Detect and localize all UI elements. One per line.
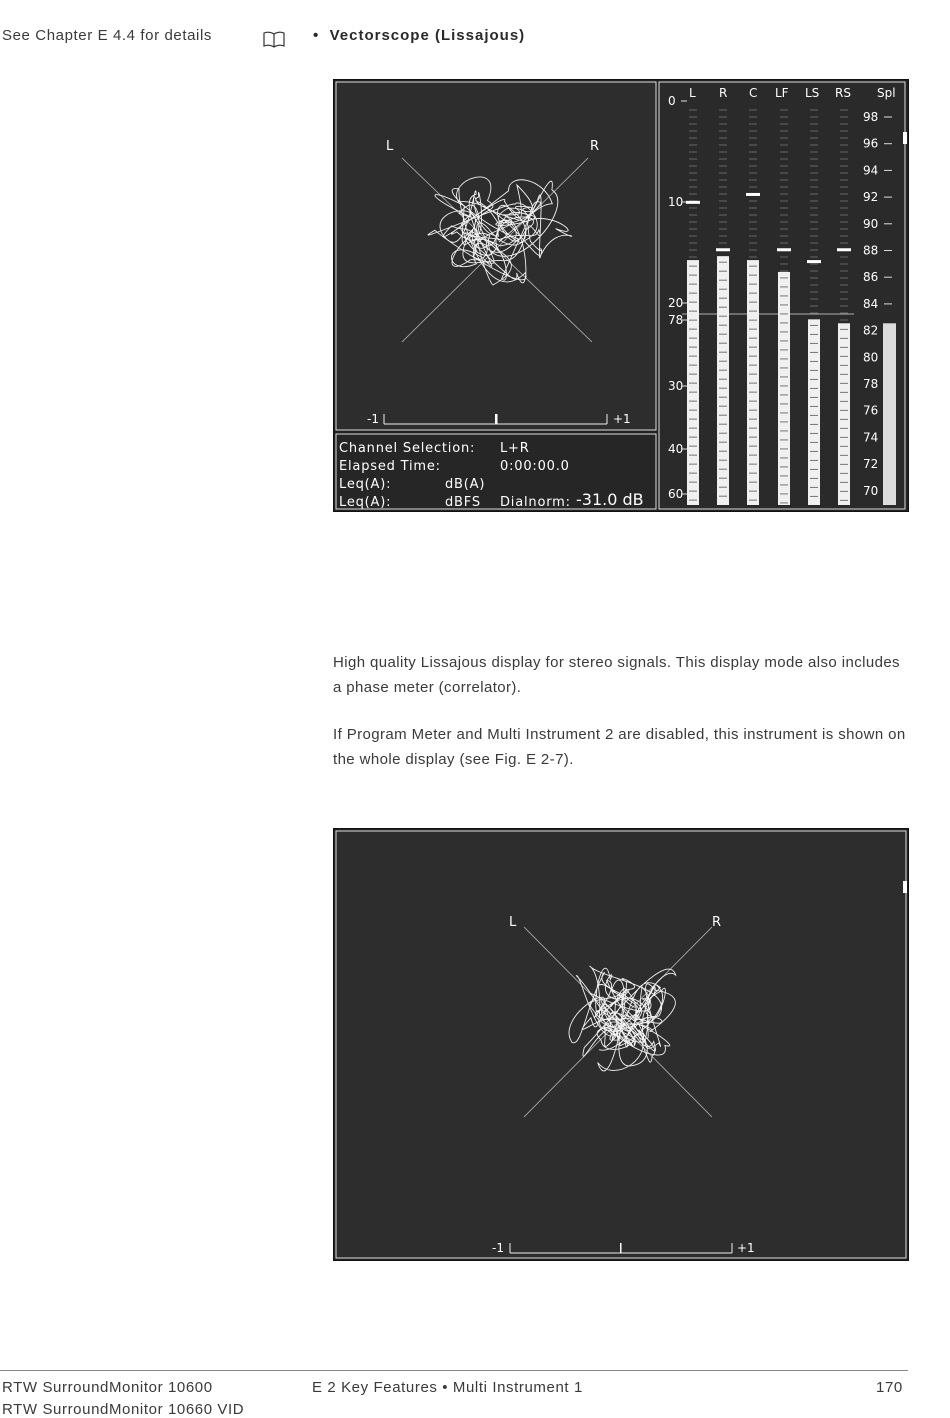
section-heading: • Vectorscope (Lissajous) <box>313 27 526 44</box>
correlator-indicator <box>495 414 498 424</box>
footer-page-number: 170 <box>876 1379 903 1396</box>
meter-channel-label: RS <box>835 86 851 100</box>
figure-multi-instrument-svg <box>334 80 908 511</box>
vector-left-label-2: L <box>509 915 517 930</box>
meter-scale-label: 40 <box>668 442 684 456</box>
spl-scale-label: 90 <box>863 216 879 231</box>
spl-scale-label: 72 <box>863 457 879 472</box>
footer-product-2: RTW SurroundMonitor 10660 VID <box>2 1401 245 1418</box>
leq-fs-label: Leq(A): <box>339 495 392 510</box>
leq-a-label: Leq(A): <box>339 477 392 492</box>
leq-a-unit: dB(A) <box>445 477 486 492</box>
side-note: See Chapter E 4.4 for details <box>2 27 213 44</box>
book-icon <box>262 30 286 48</box>
description-paragraph-1: High quality Lissajous display for stereo signals. This display mode also includes a phase meter (correlator). <box>333 654 900 696</box>
meter-peak-hold <box>807 260 821 263</box>
elapsed-time-value: 0:00:00.0 <box>500 459 570 474</box>
footer-section: E 2 Key Features • Multi Instrument 1 <box>312 1379 583 1396</box>
correlator-plus-label: +1 <box>613 412 631 426</box>
spl-scale-label: 76 <box>863 403 879 418</box>
description-paragraph-2: If Program Meter and Multi Instrument 2 are disabled, this instrument is shown on the whole display (see Fig. E 2-7). <box>333 726 906 768</box>
spl-scale-label: 80 <box>863 350 879 365</box>
correlator-minus-label-2: -1 <box>492 1241 504 1255</box>
figure-full-vectorscope-svg <box>334 829 908 1260</box>
figure-multi-instrument <box>333 79 909 512</box>
meter-scale-label: 0 <box>668 94 676 108</box>
spl-scale-label: 74 <box>863 430 879 445</box>
spl-scale-label: 86 <box>863 270 879 285</box>
meter-channel-label: LF <box>775 86 789 100</box>
meter-channel-label: R <box>719 86 728 100</box>
meter-channel-label: L <box>689 86 696 100</box>
meter-peak-hold <box>686 201 700 204</box>
meter-scale-label: 60 <box>668 487 684 501</box>
meter-bar <box>838 323 850 505</box>
spl-scale-label: 96 <box>863 136 879 151</box>
spl-bar <box>883 323 896 505</box>
meter-bar <box>808 319 820 505</box>
dialnorm-label: Dialnorm: <box>500 495 571 510</box>
meter-bar <box>778 272 790 505</box>
correlator-plus-label-2: +1 <box>737 1241 755 1255</box>
spl-label: Spl <box>877 86 896 100</box>
meter-channel-label: LS <box>805 86 820 100</box>
elapsed-time-label: Elapsed Time: <box>339 459 441 474</box>
meter-peak-hold <box>716 248 730 251</box>
spl-scale-label: 82 <box>863 323 879 338</box>
spl-scale-label: 78 <box>863 377 879 391</box>
full-vectorscope-panel <box>336 831 906 1258</box>
meter-bar <box>747 260 759 505</box>
vector-right-label: R <box>590 139 600 154</box>
meter-peak-hold <box>777 248 791 251</box>
meter-scale-label: 30 <box>668 379 684 393</box>
spl-scale-label: 70 <box>863 483 879 498</box>
channel-selection-value: L+R <box>500 441 530 456</box>
meter-bar <box>717 256 729 505</box>
meter-channel-label: C <box>749 86 758 100</box>
heading-text: Vectorscope (Lissajous) <box>329 27 526 44</box>
meter-scale-label: 78 <box>668 313 684 327</box>
vectorscope-panel <box>336 82 656 430</box>
vector-right-label-2: R <box>712 915 722 930</box>
meter-peak-hold <box>746 193 760 196</box>
spl-scale-label: 98 <box>863 110 879 124</box>
spl-scale-label: 94 <box>863 163 879 178</box>
vector-left-label: L <box>386 139 394 154</box>
correlator-indicator-2 <box>620 1243 622 1253</box>
spl-scale-label: 84 <box>863 296 879 311</box>
footer-rule <box>0 1370 908 1371</box>
dialnorm-value: -31.0 dB <box>576 490 644 509</box>
leq-fs-unit: dBFS <box>445 495 481 510</box>
meter-scale-label: 20 <box>668 296 684 310</box>
meter-bar <box>687 260 699 505</box>
meter-peak-hold <box>837 248 851 251</box>
channel-selection-label: Channel Selection: <box>339 441 476 456</box>
figure-full-vectorscope <box>333 828 909 1261</box>
footer-product: RTW SurroundMonitor 10600 <box>2 1379 213 1396</box>
meter-scale-label: 10 <box>668 195 684 209</box>
spl-scale-label: 88 <box>863 243 879 258</box>
spl-scale-label: 92 <box>863 190 879 205</box>
correlator-minus-label: -1 <box>367 412 379 426</box>
